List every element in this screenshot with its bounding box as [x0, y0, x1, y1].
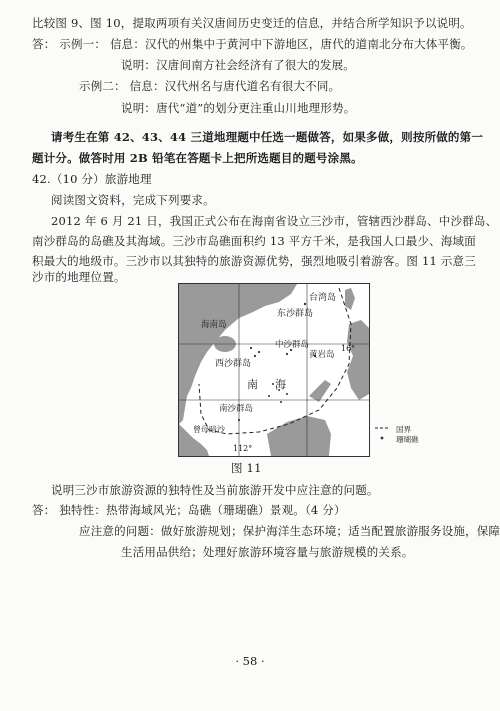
example2-explain: 说明：唐代“道”的划分更注重山川地理形势。 [121, 101, 356, 115]
answer1-row1 [32, 37, 473, 51]
label-zhongsha: 中沙群岛 [275, 340, 310, 350]
label-nansha: 南沙群岛 [219, 404, 254, 414]
q42-question: 说明三沙市旅游资源的独特性及当前旅游开发中应注意的问题。 [51, 483, 379, 497]
label-lat-16: 16° [341, 344, 356, 353]
label-hainan: 海南岛 [201, 320, 227, 330]
label-zengmu: 曾母暗沙 [193, 425, 225, 434]
q42-title: 42.（10 分）旅游地理 [32, 172, 152, 186]
answer1-prefix: 答： [32, 37, 56, 51]
q42-para-line4: 沙市的地理位置。 [32, 270, 126, 284]
legend-border-label: 国界 [396, 425, 411, 434]
answer2-issue-line1: 应注意的问题：做好旅游规划；保护海洋生态环境；适当配置旅游服务设施，保障 [79, 524, 500, 538]
instruction-line1: 请考生在第 42、43、44 三道地理题中任选一题做答，如果多做，则按所做的第一 [51, 130, 484, 144]
example2-info: 信息：汉代州名与唐代道名有很大不同。 [129, 79, 341, 93]
answer2-prefix: 答： [32, 503, 56, 517]
example1-info: 信息：汉代的州集中于黄河中下游地区，唐代的道南北分布大体平衡。 [109, 37, 473, 51]
q42-para-line3: 积最大的地级市。三沙市以其独特的旅游资源优势，强烈地吸引着游客。图 11 示意三 [32, 254, 476, 268]
label-lon-112: 112° [233, 444, 253, 453]
answer2-uniqueness: 独特性：热带海域风光；岛礁（珊瑚礁）景观。（4 分） [59, 503, 346, 517]
q42-para-line2: 南沙群岛的岛礁及其海域。三沙市岛礁面积约 13 平方千米，是我国人口最少、海域面 [32, 234, 476, 248]
legend-reef-label: 珊瑚礁 [396, 435, 419, 444]
answer2-row1 [32, 503, 346, 517]
figure-caption: 图 11 [231, 461, 262, 475]
example1-label: 示例一： [59, 37, 107, 51]
label-dongsha: 东沙群岛 [277, 309, 314, 319]
label-huangyan: 黄岩岛 [309, 350, 335, 360]
answer2-issue-line2: 生活用品供给；处理好旅游环境容量与旅游规模的关系。 [121, 545, 414, 559]
label-nan: 南 [247, 378, 258, 391]
map-legend-symbols [374, 424, 392, 454]
label-hai: 海 [275, 378, 286, 391]
answer1-row3 [79, 79, 340, 93]
label-taiwan: 台湾岛 [309, 293, 337, 303]
question-intro: 比较图 9、图 10，提取两项有关汉唐间历史变迁的信息，并结合所学知识予以说明。 [32, 16, 472, 30]
figure-11-map [178, 283, 370, 457]
q42-para-line1: 2012 年 6 月 21 日，我国正式公布在海南省设立三沙市，管辖西沙群岛、中沙群岛、 [51, 214, 498, 228]
label-xisha: 西沙群岛 [215, 359, 252, 369]
example1-explain: 说明：汉唐间南方社会经济有了很大的发展。 [121, 58, 355, 72]
q42-read: 阅读图文资料，完成下列要求。 [51, 193, 215, 207]
page-number: · 58 · [235, 654, 265, 668]
example2-label: 示例二： [79, 79, 126, 93]
instruction-line2: 题计分。做答时用 2B 铅笔在答题卡上把所选题目的题号涂黑。 [32, 151, 363, 165]
